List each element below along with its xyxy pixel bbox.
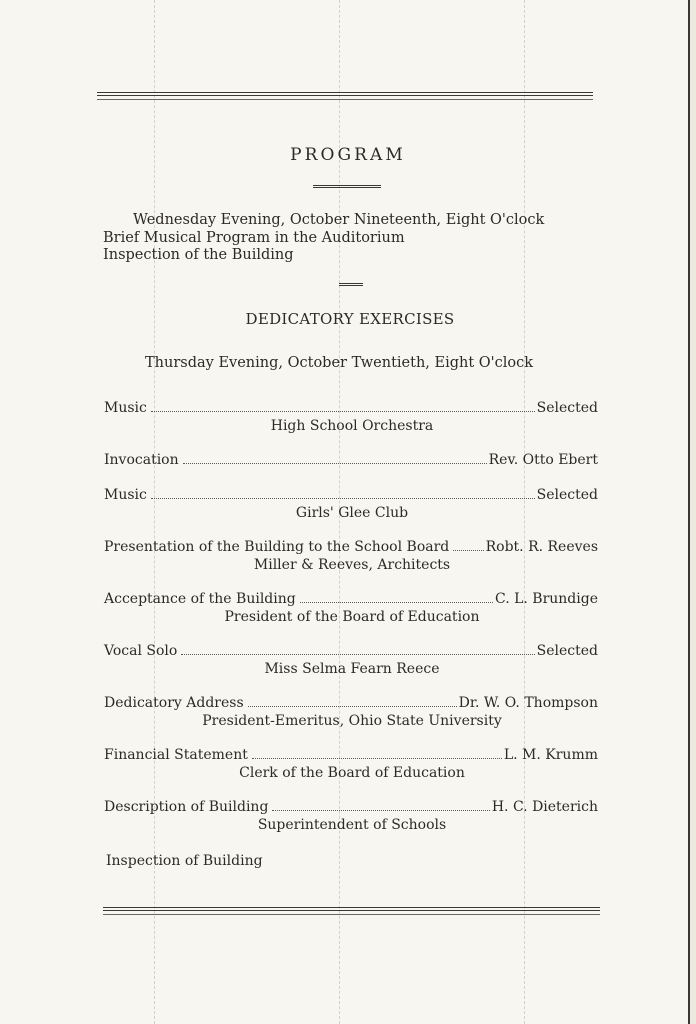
program-item xyxy=(104,799,598,833)
dot-leader xyxy=(181,654,534,655)
item-label: Financial Statement xyxy=(104,747,248,763)
program-item xyxy=(104,487,598,521)
program-item xyxy=(104,539,598,573)
item-value: C. L. Brundige xyxy=(494,591,598,607)
dot-leader xyxy=(272,810,489,811)
item-label: Presentation of the Building to the School Board xyxy=(104,539,450,555)
item-value: Dr. W. O. Thompson xyxy=(458,695,598,711)
item-subtitle: President-Emeritus, Ohio State University xyxy=(202,713,502,729)
item-subtitle: Girls' Glee Club xyxy=(295,505,409,521)
item-label: Vocal Solo xyxy=(104,643,178,659)
item-label: Inspection of Building xyxy=(106,853,263,869)
item-value: Robt. R. Reeves xyxy=(485,539,598,555)
item-label: Invocation xyxy=(104,452,179,468)
dot-leader xyxy=(151,411,535,412)
dot-leader xyxy=(183,463,487,464)
item-value: Selected xyxy=(536,400,598,416)
item-subtitle: High School Orchestra xyxy=(270,418,434,434)
dot-leader xyxy=(453,550,483,551)
top-double-rule xyxy=(97,92,593,96)
item-label: Description of Building xyxy=(104,799,269,815)
program-item xyxy=(104,591,598,625)
dedicatory-exercises-title: DEDICATORY EXERCISES xyxy=(245,310,455,328)
title-divider xyxy=(313,185,381,188)
program-item xyxy=(104,452,598,468)
item-label: Music xyxy=(104,400,147,416)
program-title: PROGRAM xyxy=(290,145,406,165)
bottom-double-rule xyxy=(103,907,600,911)
wednesday-line-1: Wednesday Evening, October Nineteenth, Eight O'clock xyxy=(133,212,545,228)
item-subtitle: Superintendent of Schools xyxy=(257,817,447,833)
item-subtitle: Clerk of the Board of Education xyxy=(239,765,465,781)
item-value: Selected xyxy=(536,643,598,659)
item-label: Music xyxy=(104,487,147,503)
item-subtitle: Miller & Reeves, Architects xyxy=(253,557,451,573)
dot-leader xyxy=(252,758,502,759)
program-item xyxy=(104,747,598,781)
wednesday-line-3: Inspection of the Building xyxy=(103,247,294,263)
item-value: H. C. Dieterich xyxy=(491,799,598,815)
wednesday-line-2: Brief Musical Program in the Auditorium xyxy=(103,230,405,246)
item-subtitle: Miss Selma Fearn Reece xyxy=(264,661,440,677)
item-label: Acceptance of the Building xyxy=(104,591,296,607)
program-item xyxy=(104,695,598,729)
dot-leader xyxy=(300,602,493,603)
item-value: Rev. Otto Ebert xyxy=(488,452,598,468)
section-divider xyxy=(339,283,363,286)
program-item xyxy=(104,400,598,434)
program-item xyxy=(104,643,598,677)
item-value: Selected xyxy=(536,487,598,503)
thursday-line: Thursday Evening, October Twentieth, Eight O'clock xyxy=(145,355,534,371)
dot-leader xyxy=(151,498,535,499)
item-value: L. M. Krumm xyxy=(503,747,598,763)
item-subtitle: President of the Board of Education xyxy=(224,609,480,625)
item-label: Dedicatory Address xyxy=(104,695,244,711)
dot-leader xyxy=(248,706,457,707)
